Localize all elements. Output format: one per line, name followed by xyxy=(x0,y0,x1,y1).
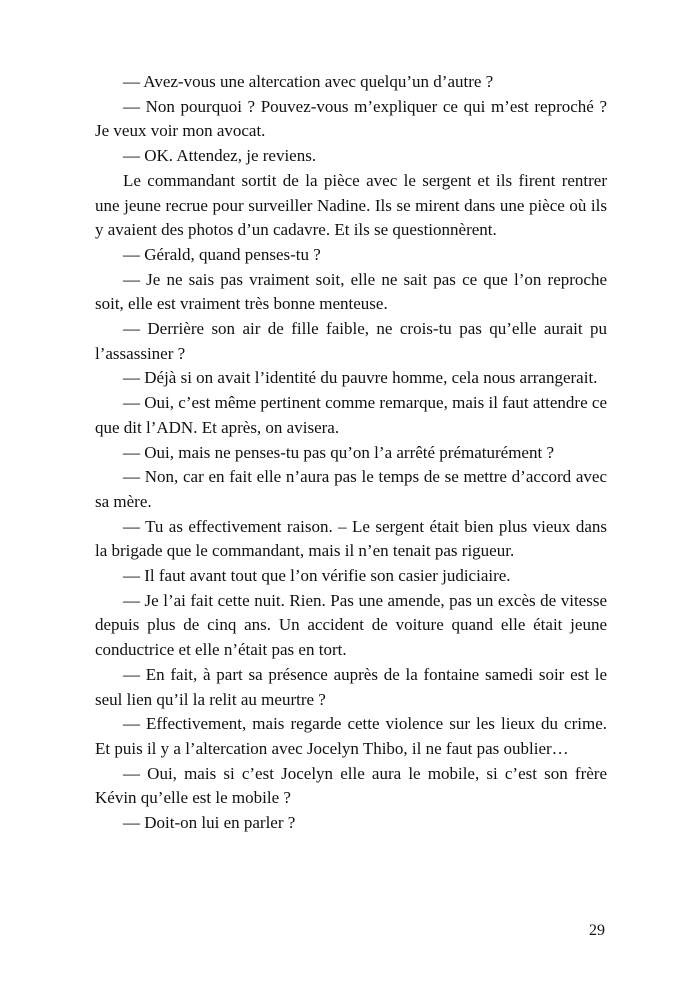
paragraph: — Oui, mais ne penses-tu pas qu’on l’a arrêté prématurément ? xyxy=(123,442,554,462)
paragraph: — Effectivement, mais regarde cette violence sur les lieux du crime. Et puis il y a l’altercation avec Jocelyn Thibo, il ne faut pas oublier… xyxy=(95,714,607,758)
paragraph: — En fait, à part sa présence auprès de la fontaine samedi soir est le seul lien qu’il la relit au meurtre ? xyxy=(95,664,607,709)
paragraph: — Je ne sais pas vraiment soit, elle ne sait pas ce que l’on reproche soit, elle est vraiment très bonne menteuse. xyxy=(95,269,607,314)
paragraph: — Non pourquoi ? Pouvez-vous m’expliquer ce qui m’est reproché ? Je veux voir mon avocat. xyxy=(95,96,607,141)
paragraph: — Non, car en fait elle n’aura pas le temps de se mettre d’accord avec sa mère. xyxy=(95,467,607,511)
page-number: 29 xyxy=(589,922,605,939)
paragraph: — OK. Attendez, je reviens. xyxy=(123,146,317,166)
paragraph: — Doit-on lui en parler ? xyxy=(123,813,296,833)
paragraph: — Oui, mais si c’est Jocelyn elle aura le mobile, si c’est son frère Kévin qu’elle est le mobile ? xyxy=(95,763,607,808)
paragraph: — Déjà si on avait l’identité du pauvre homme, cela nous arrangerait. xyxy=(123,368,598,388)
paragraph: — Avez-vous une altercation avec quelqu’un d’autre ? xyxy=(123,72,494,91)
paragraph: — Je l’ai fait cette nuit. Rien. Pas une amende, pas un excès de vitesse depuis plus de cinq ans. Un accident de voiture quand elle était jeune conductrice et elle n’était pas en tort. xyxy=(95,590,607,660)
paragraph: — Derrière son air de fille faible, ne crois-tu pas qu’elle aurait pu l’assassiner ? xyxy=(95,319,607,363)
paragraph: Le commandant sortit de la pièce avec le sergent et ils firent rentrer une jeune recrue pour surveiller Nadine. Ils se mirent dans une pièce où ils y avaient des photos d’un cadavre. Et ils se questionnèrent. xyxy=(95,170,607,240)
paragraph: — Il faut avant tout que l’on vérifie son casier judiciaire. xyxy=(123,566,511,586)
paragraph: — Tu as effectivement raison. – Le sergent était bien plus vieux dans la brigade que le commandant, mais il n’en tenait pas rigueur. xyxy=(95,516,607,561)
page-text xyxy=(95,70,607,836)
paragraph: — Oui, c’est même pertinent comme remarque, mais il faut attendre ce que dit l’ADN. Et après, on avisera. xyxy=(95,393,607,437)
paragraph: — Gérald, quand penses-tu ? xyxy=(123,244,321,264)
